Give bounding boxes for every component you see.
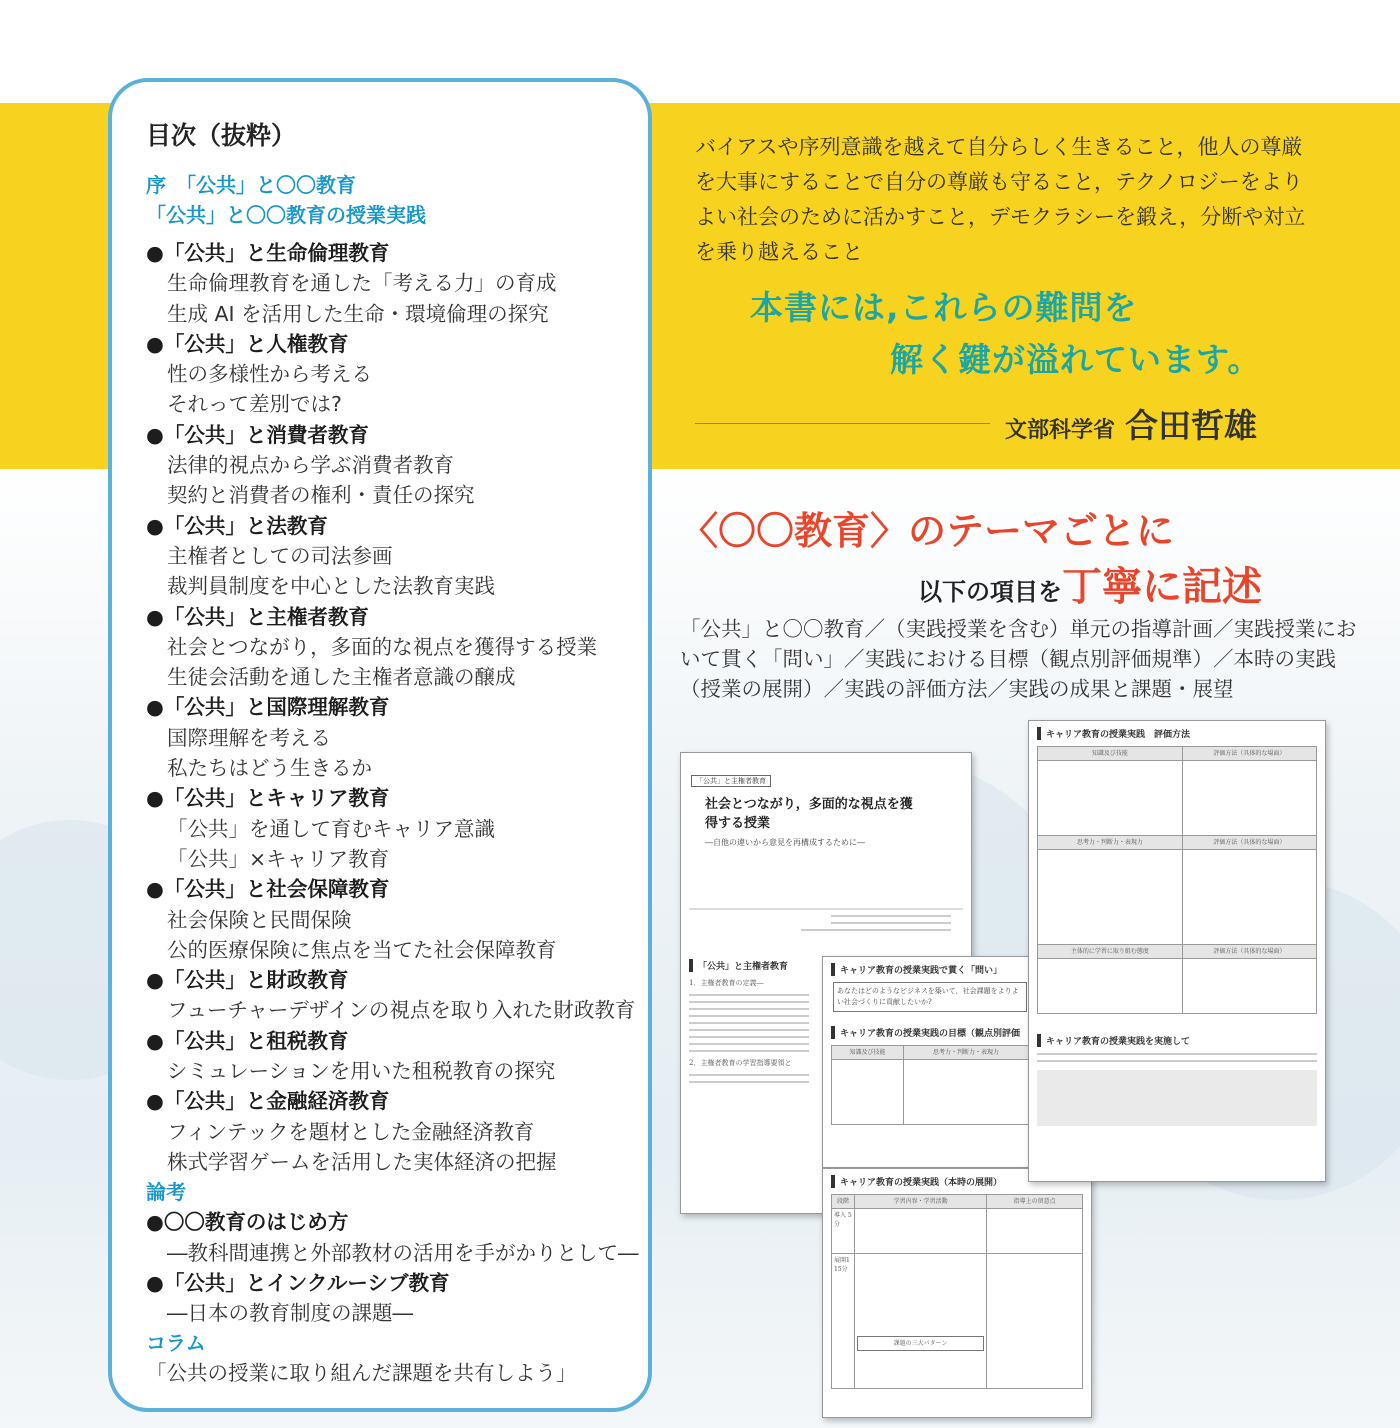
- toc-subitem: それって差別では?: [167, 392, 342, 417]
- toc-item: ●「公共」とキャリア教育: [146, 786, 390, 811]
- toc-title: 目次（抜粋）: [146, 121, 297, 150]
- toc-subitem: 社会保険と民間保険: [167, 907, 352, 932]
- p2-col2: 思考力・判断力・表現力: [904, 1046, 1029, 1060]
- toc-subitem: 「公共」×キャリア教育: [167, 846, 390, 871]
- p1-sub1: 1．主権者教育の定義―: [689, 979, 764, 987]
- p4-col4: 主体的に学習に取り組む態度: [1038, 945, 1183, 959]
- toc-subitem: 私たちはどう生きるか: [167, 756, 372, 781]
- toc-item: ●「公共」と租税教育: [146, 1028, 349, 1053]
- p3-col1: 段階: [832, 1195, 855, 1209]
- signature: [1005, 400, 1257, 447]
- p3-table: [831, 1194, 1083, 1389]
- toc-subitem: 生徒会活動を通した主権者意識の醸成: [167, 665, 516, 690]
- p4-col1: 知識及び技能: [1038, 747, 1183, 761]
- p4-note-box: [1037, 1070, 1317, 1126]
- toc-item: ●「公共」と人権教育: [146, 331, 349, 356]
- theme-sub-small: 以下の項目を: [918, 578, 1062, 606]
- headline-line-2: 解く鍵が溢れています。: [890, 340, 1262, 379]
- toc-item: ●「公共」と生命倫理教育: [146, 241, 390, 265]
- toc-subitem: 性の多様性から考える: [167, 362, 372, 387]
- p1-section: 「公共」と主権者教育: [689, 959, 963, 972]
- p4-head1: キャリア教育の授業実践 評価方法: [1037, 727, 1317, 740]
- toc-subitem: ―日本の教育制度の課題―: [167, 1301, 413, 1326]
- p3-head: キャリア教育の授業実践（本時の展開）: [831, 1175, 1083, 1188]
- p4-col2: 評価方法（具体的な場面）: [1182, 747, 1316, 761]
- toc-column-text: 「公共の授業に取り組んだ課題を共有しよう」: [146, 1361, 577, 1386]
- toc-item: ●「公共」と社会保障教育: [146, 877, 390, 902]
- toc-subitem: 公的医療保険に焦点を当てた社会保障教育: [167, 937, 557, 962]
- p4-table: [1037, 746, 1317, 1014]
- toc-subitem: 国際理解を考える: [167, 725, 331, 750]
- sample-page-2: [822, 956, 1038, 1168]
- toc-item: ●「公共」と法教育: [146, 513, 328, 538]
- p2-head2: キャリア教育の授業実践の目標（観点別評価: [831, 1026, 1029, 1039]
- toc-column-label: コラム: [146, 1331, 206, 1356]
- toc-item: ●「公共」とインクルーシブ教育: [146, 1270, 450, 1295]
- theme-subheading: [918, 555, 1262, 612]
- signature-org: 文部科学省: [1005, 418, 1116, 443]
- p3-row1: 導入 5分: [832, 1209, 855, 1254]
- toc-subitem: 裁判員制度を中心とした法教育実践: [167, 574, 495, 599]
- p2-col1: 知識及び技能: [832, 1046, 904, 1060]
- toc-subitem: 法律的視点から学ぶ消費者教育: [167, 453, 454, 478]
- p2-head1: キャリア教育の授業実践で貫く「問い」: [831, 963, 1029, 976]
- toc-ronko-label: 論考: [146, 1180, 186, 1205]
- toc-item: ●「公共」と主権者教育: [146, 604, 369, 629]
- toc-subitem: 「公共」を通して育むキャリア意識: [167, 816, 495, 841]
- signature-rule: [695, 423, 990, 424]
- p1-title: 社会とつながり，多面的な視点を獲得する授業: [705, 797, 913, 831]
- p3-col2: 学習内容・学習活動: [855, 1195, 987, 1209]
- p3-box: 課題の三大パターン: [857, 1336, 984, 1351]
- p1-tag: 「公共」と主権者教育: [691, 775, 771, 787]
- headline-line-1: 本書には,これらの難問を: [750, 288, 1138, 327]
- toc-subitem: 主権者としての司法参画: [167, 543, 393, 568]
- sample-page-3: [822, 1168, 1092, 1418]
- theme-heading: 〈〇〇教育〉のテーマごとに: [680, 509, 1175, 553]
- signature-name: 合田哲雄: [1125, 406, 1258, 445]
- toc-subitem: 株式学習ゲームを活用した実体経済の把握: [167, 1149, 557, 1174]
- toc-subitem: フィンテックを題材とした金融経済教育: [167, 1119, 535, 1144]
- p1-subtitle: ―自他の違いから意見を再構成するために―: [705, 838, 865, 847]
- toc-subitem: 生命倫理教育を通した「考える力」の育成: [167, 271, 557, 296]
- p4-col2c: 評価方法（具体的な場面）: [1182, 945, 1316, 959]
- theme-sub-big: 丁寧に記述: [1062, 564, 1262, 610]
- p4-col2b: 評価方法（具体的な場面）: [1182, 836, 1316, 850]
- p1-sub2: 2．主権者教育の学習指導要領と: [689, 1059, 792, 1067]
- toc-items: [146, 238, 648, 1177]
- p3-row2: 展開1 15分: [832, 1254, 855, 1389]
- p3-col3: 指導上の留意点: [987, 1195, 1083, 1209]
- toc-subitem: シミュレーションを用いた租税教育の探究: [167, 1059, 556, 1084]
- toc-subitem: 生成 AI を活用した生命・環境倫理の探究: [167, 301, 549, 326]
- toc-item: ●「公共」と金融経済教育: [146, 1089, 390, 1114]
- toc-subitem: ―教科間連携と外部教材の活用を手がかりとして―: [167, 1240, 639, 1265]
- toc-item: ●「公共」と財政教育: [146, 968, 349, 993]
- toc-item: ●〇〇教育のはじめ方: [146, 1210, 349, 1235]
- p2-question: あなたはどのようなビジネスを築いて，社会課題をよりよい社会づくりに貢献したいか?: [833, 982, 1027, 1012]
- toc-intro-2: 「公共」と〇〇教育の授業実践: [146, 203, 426, 227]
- toc-card: [108, 78, 652, 1412]
- toc-subitem: 契約と消費者の権利・責任の探究: [167, 483, 475, 508]
- p2-table: [831, 1045, 1029, 1125]
- toc-item: ●「公共」と国際理解教育: [146, 695, 390, 720]
- description: 「公共」と〇〇教育／（実践授業を含む）単元の指導計画／実践授業において貫く「問い」／実践における目標（観点別評価規準）／本時の実践（授業の展開）／実践の評価方法／実践の成果と課題・展望: [680, 617, 1357, 701]
- toc-item: ●「公共」と消費者教育: [146, 422, 369, 447]
- toc-ronko: [146, 1207, 648, 1328]
- p4-col3: 思考力・判断力・表現力: [1038, 836, 1183, 850]
- toc-subitem: 社会とつながり，多面的な視点を獲得する授業: [167, 634, 598, 659]
- toc-intro-1: 序 「公共」と〇〇教育: [146, 173, 356, 197]
- quote-text: バイアスや序列意識を越えて自分らしく生きること，他人の尊厳を大事にすることで自分の尊厳も守ること，テクノロジーをよりよい社会のために活かすこと，デモクラシーを鍛え，分断や対立を乗り越えること: [695, 135, 1306, 264]
- sample-page-4: [1028, 720, 1326, 1182]
- toc-subitem: フューチャーデザインの視点を取り入れた財政教育: [167, 998, 636, 1023]
- p4-head2: キャリア教育の授業実践を実施して: [1037, 1034, 1317, 1047]
